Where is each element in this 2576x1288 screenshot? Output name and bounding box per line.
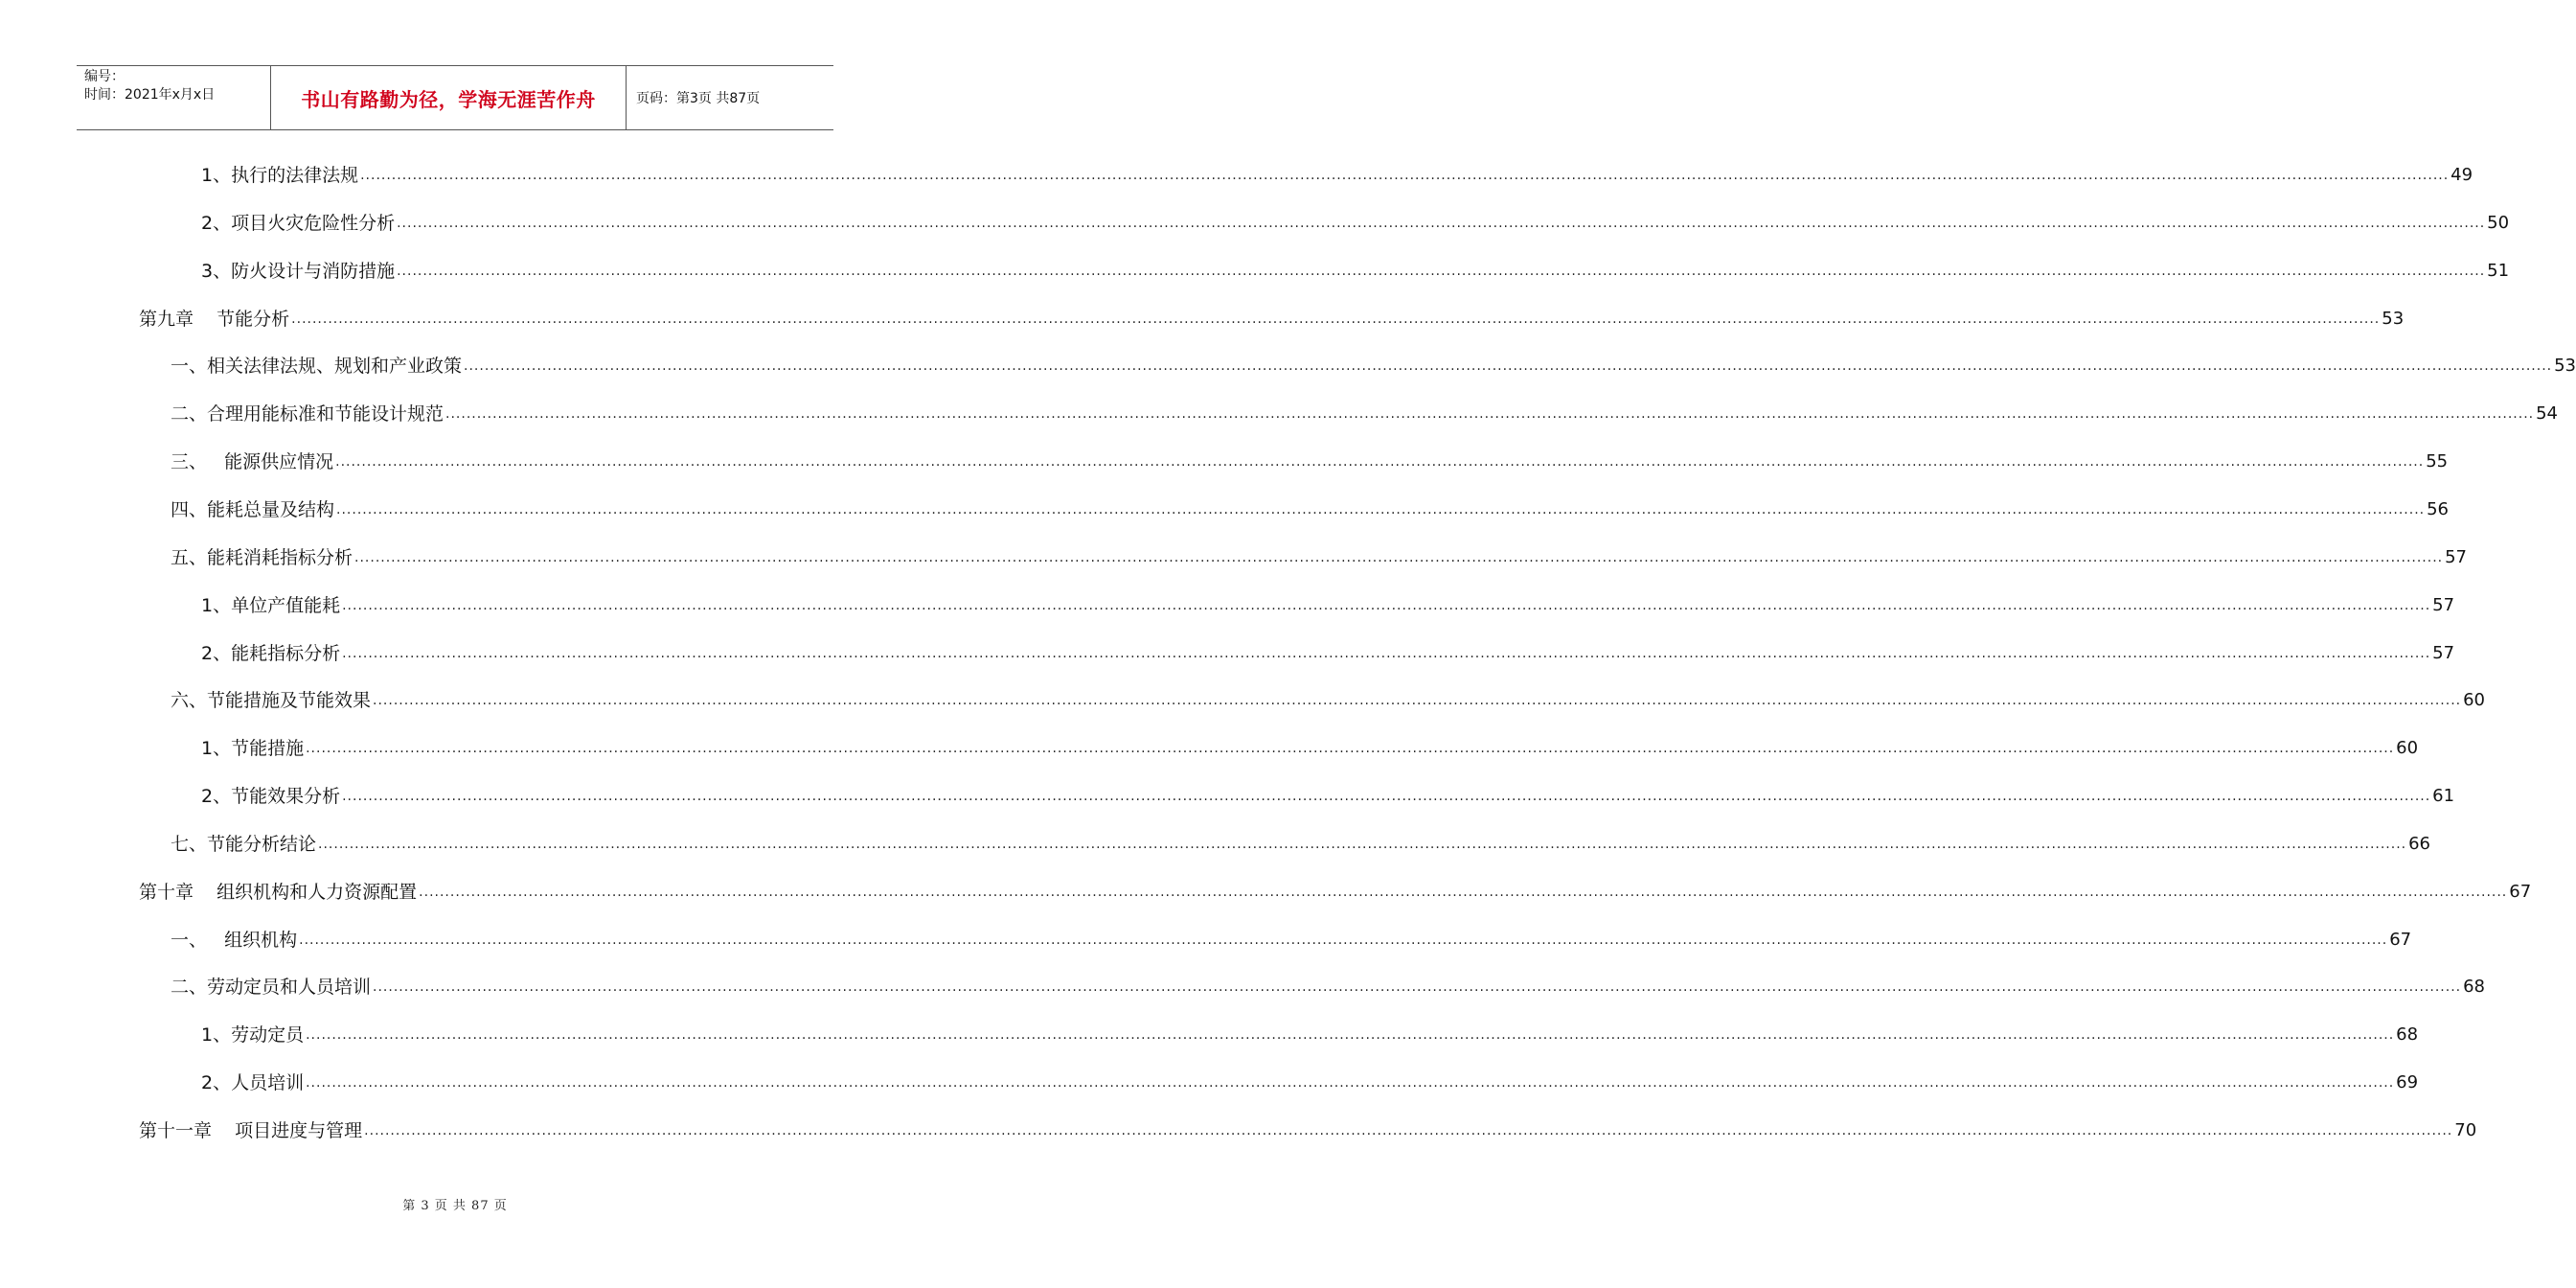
toc-dot-leader: ................................................................................................................................................................................................................................................................................................................................................................................................................ [354,550,2444,565]
toc-entry-page-number: 67 [2509,882,2532,902]
toc-dot-leader: ................................................................................................................................................................................................................................................................................................................................................................................................................ [336,502,2426,518]
toc-entry-page-number: 57 [2432,643,2455,663]
toc-entry-page-number: 49 [2451,165,2473,185]
toc-entry-title: 二、劳动定员和人员培训 [171,977,372,998]
toc-dot-leader: ................................................................................................................................................................................................................................................................................................................................................................................................................ [342,598,2431,613]
toc-entry-page-number: 57 [2445,547,2467,567]
toc-entry-title: 1、劳动定员 [201,1024,305,1046]
toc-dot-leader: ................................................................................................................................................................................................................................................................................................................................................................................................................ [342,646,2431,661]
toc-entry[interactable] [201,1070,2419,1095]
toc-dot-leader: ................................................................................................................................................................................................................................................................................................................................................................................................................ [299,932,2388,948]
toc-entry[interactable] [201,259,2510,284]
page-header [77,65,833,130]
toc-dot-leader: ................................................................................................................................................................................................................................................................................................................................................................................................................ [373,693,2462,708]
toc-entry[interactable] [201,736,2419,761]
toc-entry[interactable] [201,211,2510,236]
toc-entry-title: 1、单位产值能耗 [201,595,341,616]
toc-dot-leader: ................................................................................................................................................................................................................................................................................................................................................................................................................ [318,837,2407,852]
toc-entry[interactable] [139,307,2405,332]
toc-entry-page-number: 56 [2427,499,2449,519]
toc-entry-page-number: 50 [2487,213,2510,233]
toc-entry-title: 2、人员培训 [201,1072,305,1093]
toc-entry[interactable] [171,832,2430,857]
toc-entry-title: 一、 组织机构 [171,930,298,951]
toc-entry-title: 2、项目火灾危险性分析 [201,213,396,234]
toc-entry-page-number: 67 [2389,930,2412,950]
toc-dot-leader: ................................................................................................................................................................................................................................................................................................................................................................................................................ [364,1123,2453,1138]
page-footer: 第 3 页 共 87 页 [402,1199,508,1213]
toc-entry-page-number: 60 [2396,738,2419,758]
toc-entry[interactable] [139,880,2532,905]
toc-entry[interactable] [201,593,2455,618]
toc-entry[interactable] [171,975,2485,1000]
toc-entry-page-number: 53 [2554,356,2576,376]
toc-dot-leader: ................................................................................................................................................................................................................................................................................................................................................................................................................ [306,741,2395,756]
toc-entry-title: 1、节能措施 [201,738,305,759]
toc-entry-page-number: 60 [2463,690,2485,710]
toc-entry[interactable] [171,688,2485,713]
toc-dot-leader: ................................................................................................................................................................................................................................................................................................................................................................................................................ [291,311,2381,327]
toc-entry-page-number: 61 [2432,786,2455,806]
toc-entry-title: 3、防火设计与消防措施 [201,261,396,282]
toc-entry-title: 2、节能效果分析 [201,786,341,807]
toc-entry[interactable] [171,354,2576,379]
toc-entry-title: 六、节能措施及节能效果 [171,690,372,711]
toc-entry[interactable] [171,449,2449,474]
toc-entry-title: 2、能耗指标分析 [201,643,341,664]
toc-dot-leader: ................................................................................................................................................................................................................................................................................................................................................................................................................ [397,264,2486,279]
header-meta [77,66,270,129]
toc-entry-title: 第十一章 项目进度与管理 [139,1120,363,1141]
toc-entry-page-number: 70 [2454,1120,2477,1140]
toc-dot-leader: ................................................................................................................................................................................................................................................................................................................................................................................................................ [335,454,2425,470]
toc-entry-title: 1、执行的法律法规 [201,165,359,186]
document-number-label: 编号： [84,69,125,84]
toc-entry[interactable] [171,545,2467,570]
toc-entry-page-number: 68 [2463,977,2485,997]
toc-entry-title: 七、节能分析结论 [171,834,317,855]
toc-dot-leader: ................................................................................................................................................................................................................................................................................................................................................................................................................ [373,979,2462,995]
header-page-info: 页码：第3页 共87页 [636,91,761,106]
toc-dot-leader: ................................................................................................................................................................................................................................................................................................................................................................................................................ [419,885,2508,900]
toc-dot-leader: ................................................................................................................................................................................................................................................................................................................................................................................................................ [397,216,2486,231]
toc-entry[interactable] [171,497,2449,522]
toc-entry[interactable] [139,1118,2477,1143]
header-motto: 书山有路勤为径，学海无涯苦作舟 [270,66,627,129]
toc-entry-page-number: 68 [2396,1024,2419,1045]
toc-entry[interactable] [171,928,2412,953]
toc-entry[interactable] [201,163,2473,188]
toc-entry-page-number: 51 [2487,261,2510,281]
toc-dot-leader: ................................................................................................................................................................................................................................................................................................................................................................................................................ [464,358,2553,374]
toc-entry-page-number: 69 [2396,1072,2419,1092]
toc-entry-page-number: 55 [2426,451,2449,472]
toc-entry-title: 四、能耗总量及结构 [171,499,335,520]
toc-entry-title: 二、合理用能标准和节能设计规范 [171,403,445,425]
toc-entry[interactable] [171,402,2558,426]
toc-entry-title: 三、 能源供应情况 [171,451,334,472]
toc-entry-title: 一、相关法律法规、规划和产业政策 [171,356,463,377]
toc-dot-leader: ................................................................................................................................................................................................................................................................................................................................................................................................................ [445,406,2535,422]
toc-entry-page-number: 53 [2382,309,2405,329]
toc-dot-leader: ................................................................................................................................................................................................................................................................................................................................................................................................................ [342,789,2431,804]
toc-entry-title: 五、能耗消耗指标分析 [171,547,353,568]
toc-entry-page-number: 66 [2408,834,2430,854]
toc-entry-page-number: 57 [2432,595,2455,615]
toc-entry[interactable] [201,784,2455,809]
toc-entry[interactable] [201,1023,2419,1047]
document-date-label: 时间：2021年x月x日 [84,87,216,103]
toc-entry-page-number: 54 [2536,403,2558,424]
toc-dot-leader: ................................................................................................................................................................................................................................................................................................................................................................................................................ [306,1027,2395,1043]
toc-entry[interactable] [201,641,2455,666]
toc-dot-leader: ................................................................................................................................................................................................................................................................................................................................................................................................................ [306,1075,2395,1091]
toc-dot-leader: ................................................................................................................................................................................................................................................................................................................................................................................................................ [360,168,2450,183]
toc-entry-title: 第十章 组织机构和人力资源配置 [139,882,418,903]
toc-entry-title: 第九章 节能分析 [139,309,290,330]
